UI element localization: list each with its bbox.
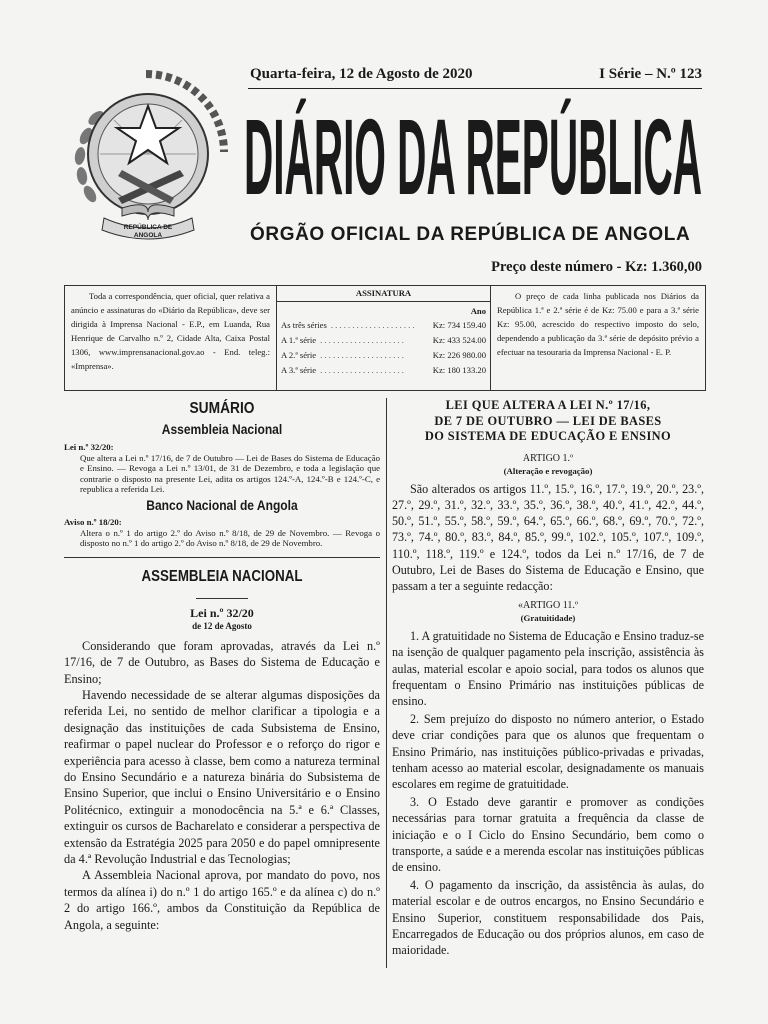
article-heading: ARTIGO 1.º [522, 452, 574, 464]
subscription-row [281, 348, 486, 363]
row-value: Kz: 226 980.00 [432, 350, 486, 360]
year-label: Ano [470, 306, 486, 316]
entry-ref: Lei n.º 32/20: [64, 442, 114, 452]
subscription-row [281, 363, 486, 378]
entry-desc: Que altera a Lei n.º 17/16, de 7 de Outubro — Lei de Bases do Sistema de Educação e Ensino. — Revoga a Lei n.º 13/01, de 31 de Dezembro, e toda a legislação que contrarie o disposto na presente Lei, adita os artigos 124.º-A, 124.º-B e 124.º-C, e republica a referida Lei. [80, 452, 380, 495]
entry-ref: Aviso n.º 18/20: [64, 516, 122, 527]
subscription-table [277, 286, 491, 390]
correspondence-note: Toda a correspondência, quer oficial, quer relativa a anúncio e assinaturas do «Diário da República», deve ser dirigida à Imprensa Nacional - E.P., em Luanda, Rua Henrique de Carvalho n.º 2, Cidade Alta, Caixa Postal 1306, www.imprensanacional.gov.ao - End. teleg.: «Imprensa». [65, 286, 277, 390]
row-label: A 3.ª série [281, 365, 317, 375]
subtitle: ÓRGÃO OFICIAL DA REPÚBLICA DE ANGOLA [250, 224, 691, 245]
price-note: O preço de cada linha publicada nos Diários da República 1.ª e 2.ª série é de Kz: 75.00 e para a 3.ª série Kz: 95.00, acrescido do respectivo imposto do selo, dependendo a publicação da 3.ª série de depósito prévio a efectuar na tesouraria da Imprensa Nacional - E. P. [497, 291, 699, 357]
emblem-icon [62, 66, 230, 246]
section-rule [64, 557, 380, 558]
row-label: As três séries [281, 320, 327, 330]
row-value: Kz: 433 524.00 [432, 335, 486, 345]
row-label: A 2.ª série [281, 350, 317, 360]
article-item: 1. A gratuitidade no Sistema de Educação e Ensino traduz-se na isenção de qualquer pagamento pela inscrição, assistência às aulas, material escolar e apoio social, para todos os alunos que frequentam o Ensino Primário nas instituições públicas de ensino. [392, 629, 704, 709]
angola-emblem [62, 66, 230, 246]
masthead-rule [248, 88, 702, 89]
left-column [64, 398, 380, 933]
law-number: Lei n.º 32/20 [190, 605, 254, 620]
emblem-banner-text: REPÚBLICA DE ANGOLA [123, 224, 173, 239]
row-dots: . . . . . . . . . . . . . . . . . . . . [330, 320, 415, 330]
subscription-row [281, 318, 486, 333]
law-title-line: DE 7 DE OUTUBRO — LEI DE BASES [434, 413, 662, 428]
article-intro: São alterados os artigos 11.º, 15.º, 16.º, 17.º, 19.º, 20.º, 23.º, 27.º, 29.º, 31.º, 32.º, 33.º, 35.º, 36.º, 38.º, 40.º, 41.º, 42.º, 44.º, 50.º, 51.º, 55.º, 58.º, 59.º, 64.º, 65.º, 66.º, 68.º, 69.º, 70.º, 72.º, 73.º, 74.º, 80.º, 83.º, 84.º, 85.º, 99.º, 102.º, 105.º, 107.º, 109.º, 110.º, 118.º, 119.º e 124.º, todos da Lei n.º 17/16, de 7 de Outubro, Lei de Bases do Sistema de Educação e Ensino, que passam a ter a seguinte redacção: [392, 481, 704, 593]
article-subtitle: (Alteração e revogação) [503, 465, 593, 476]
subscription-row [281, 333, 486, 348]
quoted-article-heading: «ARTIGO 11.º [518, 600, 578, 612]
right-column [392, 398, 704, 960]
row-dots: . . . . . . . . . . . . . . . . . . . . [320, 365, 404, 375]
row-value: Kz: 180 133.20 [432, 365, 486, 375]
entry-desc: Altera o n.º 1 do artigo 2.º do Aviso n.º 8/18, de 29 de Novembro. — Revoga o disposto no n.º 1 do artigo 2.º do Aviso n.º 8/18, de 29 de Novembro. [80, 527, 380, 549]
issue-date: Quarta-feira, 12 de Agosto de 2020 [250, 66, 473, 82]
law-title-line: LEI QUE ALTERA A LEI N.º 17/16, [445, 398, 651, 412]
issue-price: Preço deste número - Kz: 1.360,00 [491, 259, 702, 275]
law-title-line: DO SISTEMA DE EDUCAÇÃO E ENSINO [424, 429, 672, 444]
summary-entry [64, 442, 380, 495]
section-title: ASSEMBLEIA NACIONAL [141, 567, 303, 585]
summary-section-banco: Banco Nacional de Angola [146, 496, 298, 513]
article-item: 4. O pagamento da inscrição, da assistência às aulas, do material escolar e de outros encargos, no Ensino Secundário e Ensino Superior, constituem responsabilidade dos Pais, Encarregados de Educação ou dos próprios alunos, em caso de maioridade. [392, 878, 704, 958]
summary-section-assembleia: Assembleia Nacional [161, 421, 283, 437]
summary-entry [64, 517, 380, 549]
row-value: Kz: 734 159.40 [432, 320, 486, 330]
issue-series: I Série – N.º 123 [599, 66, 702, 82]
info-box [64, 285, 706, 391]
law-title [392, 398, 704, 445]
masthead-text: DIÁRIO DA REPÚBLICA [244, 98, 702, 206]
quoted-article-subtitle: (Gratuitidade) [520, 613, 576, 624]
article-item: 3. O Estado deve garantir e promover as condições necessárias para tornar gratuita a frequência da classe de iniciação e o I Ciclo do Ensino Secundário, bem como o transporte, a saúde e a merenda escolar nas instituições públicas de ensino. [392, 795, 704, 875]
column-divider [386, 398, 387, 968]
body-paragraph: A Assembleia Nacional aprova, por mandato do povo, nos termos da alínea i) do n.º 1 do artigo 165.º e da alínea c) do n.º 2 do artigo 166.º, ambos da Constituição da República de Angola, a seguinte: [64, 868, 380, 932]
subscription-title: ASSINATURA [277, 286, 490, 302]
masthead-title [244, 98, 706, 206]
law-date: de 12 de Agosto [192, 620, 252, 631]
article-item: 2. Sem prejuízo do disposto no número anterior, o Estado deve criar condições para que os alunos que frequentam o Ensino Primário, nas instituições público-privadas e privadas, tenham acesso ao material escolar, designadamente os manuais escolares em regime de gratuitidade. [392, 712, 704, 792]
body-paragraph: Havendo necessidade de se alterar algumas disposições da referida Lei, no sentido de melhor clarificar a tipologia e a designação das instituições de cada Subsistema de Ensino, reafirmar o papel nuclear do Professor e o reforço do rigor e experiência para acesso à classe, bem como a natureza terminal do Ensino Secundário e a natureza binária do Subsistema de Ensino Superior, que inclui o Ensino Universitário e o Ensino Politécnico, extinguir a monodocência na 5.ª e 6.ª Classes, extinguir os cursos de Bacharelato e considerar a perspectiva de extensão da Estratégia 2025 para 2050 e do papel omnipresente da 4.ª Revolução Industrial e das Tecnologias; [64, 687, 380, 867]
row-dots: . . . . . . . . . . . . . . . . . . . . [320, 350, 404, 360]
row-label: A 1.ª série [281, 335, 317, 345]
summary-title: SUMÁRIO [189, 400, 255, 417]
short-rule [196, 598, 248, 599]
row-dots: . . . . . . . . . . . . . . . . . . . . [320, 335, 404, 345]
body-paragraph: Considerando que foram aprovadas, através da Lei n.º 17/16, de 7 de Outubro, as Bases do Sistema de Educação e Ensino; [64, 638, 380, 686]
